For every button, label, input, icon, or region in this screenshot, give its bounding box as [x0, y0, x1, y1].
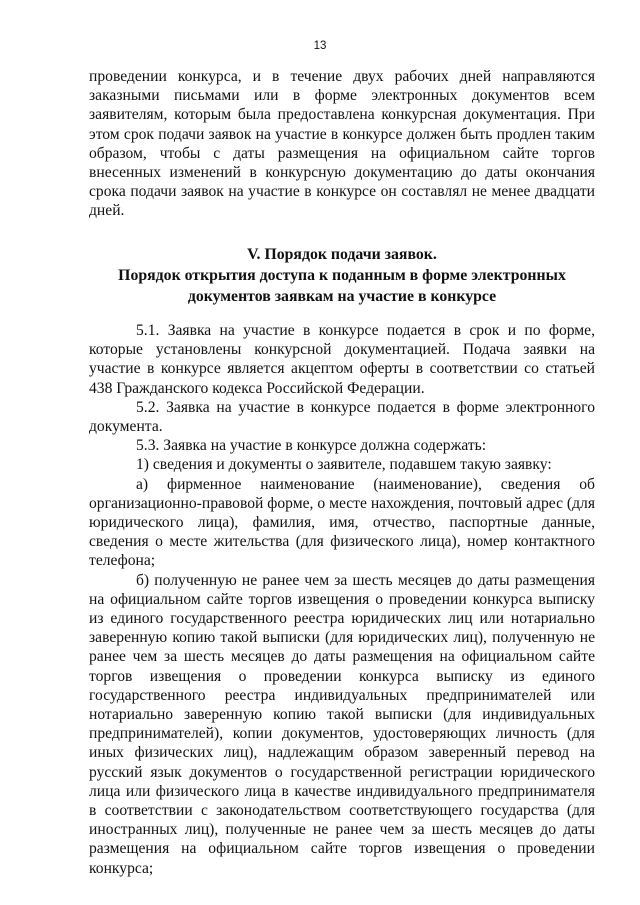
list-item-b: б) полученную не ранее чем за шесть месяцев до даты размещения на официальном сайте торгов извещения о проведении конкурса выписку из единого государственного реестра юридических лиц или нотариально заверенную копию такой выписки (для юридических лиц), полученную не ранее чем за шесть месяцев до даты размещения на официальном сайте торгов извещения о проведении конкурса выписку из единого государственного реестра индивидуальных предпринимателей или нотариально заверенную копию такой выписки (для индивидуальных предпринимателей), копии документов, удостоверяющих личность (для иных физических лиц), надлежащим образом заверенный перевод на русский язык документов о государственной регистрации юридического лица или физического лица в качестве индивидуального предпринимателя в соответствии с законодательством соответствующего государства (для иностранных лиц), полученные не ранее чем за шесть месяцев до даты размещения на официальном сайте торгов извещения о проведении конкурса; — [89, 571, 595, 877]
section-title: V. Порядок подачи заявок. — [247, 246, 437, 263]
page-number: 13 — [313, 40, 327, 52]
list-item-1: 1) сведения и документы о заявителе, подавшем такую заявку: — [136, 456, 552, 474]
continued-paragraph: проведении конкурса, и в течение двух рабочих дней направляются заказными письмами или в форме электронных документов всем заявителям, которым была предоставлена конкурсная документация. При этом срок подачи заявок на участие в конкурсе должен быть продлен таким образом, чтобы с даты размещения на официальном сайте торгов внесенных изменений в конкурсную документацию до даты окончания срока подачи заявок на участие в конкурсе он составлял не менее двадцати дней. — [89, 68, 595, 220]
section-subtitle-line2: документов заявкам на участие в конкурсе — [187, 288, 497, 305]
paragraph-5-2: 5.2. Заявка на участие в конкурсе подается в форме электронного документа. — [89, 398, 595, 436]
paragraph-5-3: 5.3. Заявка на участие в конкурсе должна содержать: — [136, 437, 487, 455]
top-paragraph-block — [89, 67, 595, 221]
section-heading — [89, 244, 595, 307]
paragraph-5-1: 5.1. Заявка на участие в конкурсе подается в срок и по форме, которые установлены конкурсной документацией. Подача заявки на участие в конкурсе является акцептом оферты в соответствии со статьей 438 Гражданского кодекса Российской Федерации. — [89, 322, 595, 397]
section-body — [89, 321, 595, 878]
section-subtitle-line1: Порядок открытия доступа к поданным в форме электронных — [118, 267, 566, 284]
list-item-a: а) фирменное наименование (наименование), сведения об организационно-правовой форме, о месте нахождения, почтовый адрес (для юридического лица), фамилия, имя, отчество, паспортные данные, сведения о месте жительства (для физического лица), номер контактного телефона; — [89, 475, 595, 570]
